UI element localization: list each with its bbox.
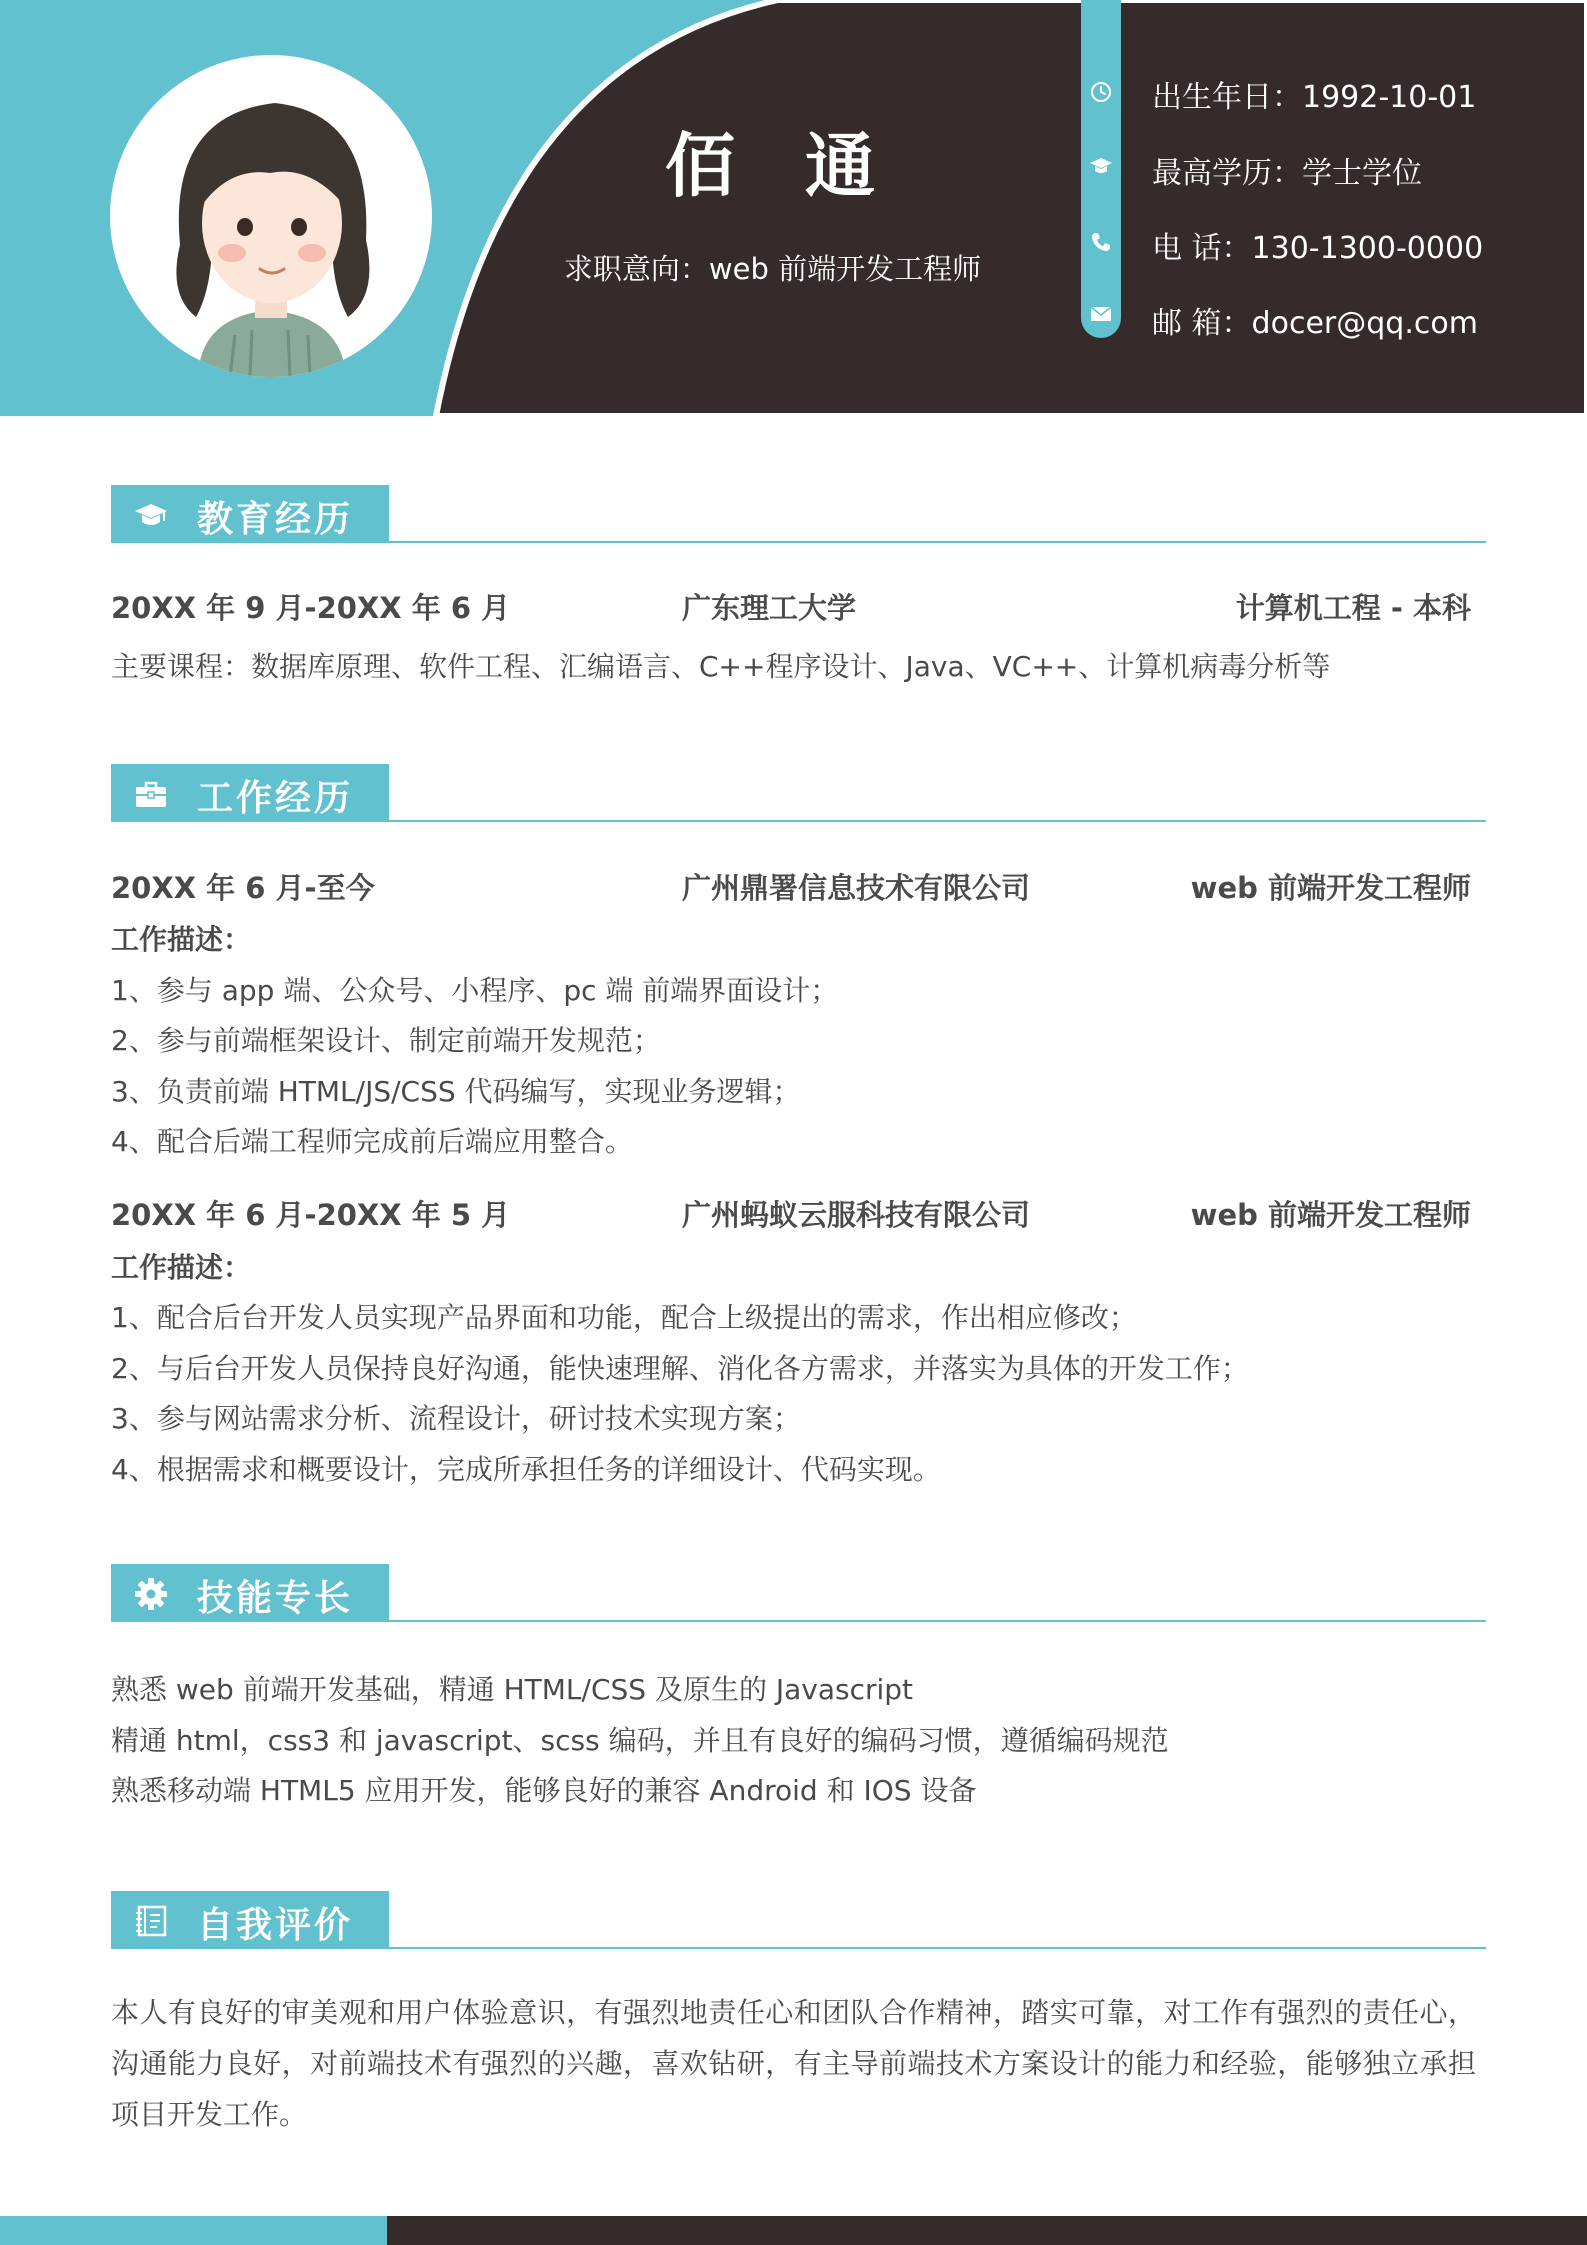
self-eval-title: 自我评价 (197, 1905, 354, 1946)
job-intent-value: web 前端开发工程师 (708, 252, 982, 286)
job-desc-label: 工作描述： (111, 923, 252, 956)
education-title: 教育经历 (197, 499, 354, 540)
section-tab (111, 764, 389, 822)
job-desc-item: 4、根据需求和概要设计，完成所承担任务的详细设计、代码实现。 (111, 1453, 941, 1486)
contact-degree-value: 学士学位 (1302, 156, 1422, 191)
section-divider (389, 1620, 1486, 1622)
job-intent-label: 求职意向： (563, 252, 709, 286)
contact-phone-label: 电 话： (1152, 231, 1252, 266)
section-divider (389, 1947, 1486, 1949)
graduation-cap-icon (133, 497, 169, 533)
education-entry (111, 586, 1471, 626)
job-company: 广州蚂蚁云服科技有限公司 (682, 1198, 1031, 1232)
contact-email-label: 邮 箱： (1152, 306, 1252, 341)
job-role: web 前端开发工程师 (1190, 1198, 1471, 1232)
footer-bar-accent (0, 2216, 387, 2245)
contact-degree (1152, 148, 1422, 192)
job-desc-item: 2、与后台开发人员保持良好沟通，能快速理解、消化各方需求，并落实为具体的开发工作； (111, 1352, 1249, 1385)
contact-phone (1152, 223, 1483, 267)
contact-email-value[interactable]: docer@qq.com (1251, 306, 1478, 341)
avatar (110, 55, 432, 377)
job-desc-item: 4、配合后端工程师完成前后端应用整合。 (111, 1125, 633, 1158)
job-desc-label: 工作描述： (111, 1251, 252, 1284)
job-desc-item: 3、参与网站需求分析、流程设计，研讨技术实现方案； (111, 1402, 801, 1435)
job-entry-2 (111, 1193, 1471, 1233)
section-divider (389, 541, 1486, 543)
job-period: 20XX 年 6 月-至今 (111, 871, 375, 905)
job-role: web 前端开发工程师 (1190, 871, 1471, 905)
skill-item: 精通 html，css3 和 javascript、scss 编码，并且有良好的编码习惯，遵循编码规范 (111, 1724, 1169, 1757)
education-school: 广东理工大学 (682, 591, 857, 625)
gear-icon (133, 1576, 169, 1612)
contact-phone-value: 130-1300-0000 (1251, 231, 1484, 266)
skill-item: 熟悉移动端 HTML5 应用开发，能够良好的兼容 Android 和 IOS 设备 (111, 1774, 977, 1807)
work-section-header (111, 764, 1486, 826)
contact-email[interactable] (1152, 298, 1478, 342)
job-desc-item: 1、参与 app 端、公众号、小程序、pc 端 前端界面设计； (111, 974, 839, 1007)
education-period: 20XX 年 9 月-20XX 年 6 月 (111, 591, 511, 625)
self-eval-text: 本人有良好的审美观和用户体验意识，有强烈地责任心和团队合作精神，踏实可靠，对工作有强烈的责任心，沟通能力良好，对前端技术有强烈的兴趣，喜欢钻研，有主导前端技术方案设计的能力和经验，能够独立承担项目开发工作。 (111, 1996, 1476, 2131)
section-tab (111, 485, 389, 543)
briefcase-icon (133, 776, 169, 812)
skills-section-header (111, 1564, 1486, 1626)
header-banner (0, 0, 1587, 416)
job-desc-item: 3、负责前端 HTML/JS/CSS 代码编写，实现业务逻辑； (111, 1075, 801, 1108)
section-tab (111, 1564, 389, 1622)
education-section-header (111, 485, 1486, 547)
job-intent (500, 247, 1045, 288)
notebook-icon (133, 1903, 169, 1939)
job-entry-1 (111, 866, 1471, 906)
contact-birthdate-value: 1992-10-01 (1302, 80, 1477, 115)
job-period: 20XX 年 6 月-20XX 年 5 月 (111, 1198, 511, 1232)
clock-icon (1089, 80, 1113, 104)
job-desc-item: 1、配合后台开发人员实现产品界面和功能，配合上级提出的需求，作出相应修改； (111, 1301, 1137, 1334)
skill-item: 熟悉 web 前端开发基础，精通 HTML/CSS 及原生的 Javascript (111, 1673, 914, 1706)
contact-birthdate-label: 出生年日： (1152, 80, 1302, 115)
envelope-icon (1089, 302, 1113, 326)
phone-icon (1089, 230, 1113, 254)
graduation-cap-icon (1089, 154, 1113, 178)
section-divider (389, 820, 1486, 822)
job-desc-item: 2、参与前端框架设计、制定前端开发规范； (111, 1024, 661, 1057)
job-company: 广州鼎署信息技术有限公司 (682, 871, 1031, 905)
contact-birthdate (1152, 72, 1476, 116)
footer-bar-dark (387, 2216, 1587, 2245)
skills-title: 技能专长 (197, 1578, 354, 1619)
section-tab (111, 1891, 389, 1949)
self-eval-section-header (111, 1891, 1486, 1953)
education-major: 计算机工程 - 本科 (1235, 591, 1471, 625)
candidate-name: 佰通 (665, 125, 945, 207)
education-courses: 主要课程：数据库原理、软件工程、汇编语言、C++程序设计、Java、VC++、计算机病毒分析等 (111, 650, 1331, 683)
work-title: 工作经历 (197, 778, 354, 819)
contact-degree-label: 最高学历： (1152, 156, 1302, 191)
